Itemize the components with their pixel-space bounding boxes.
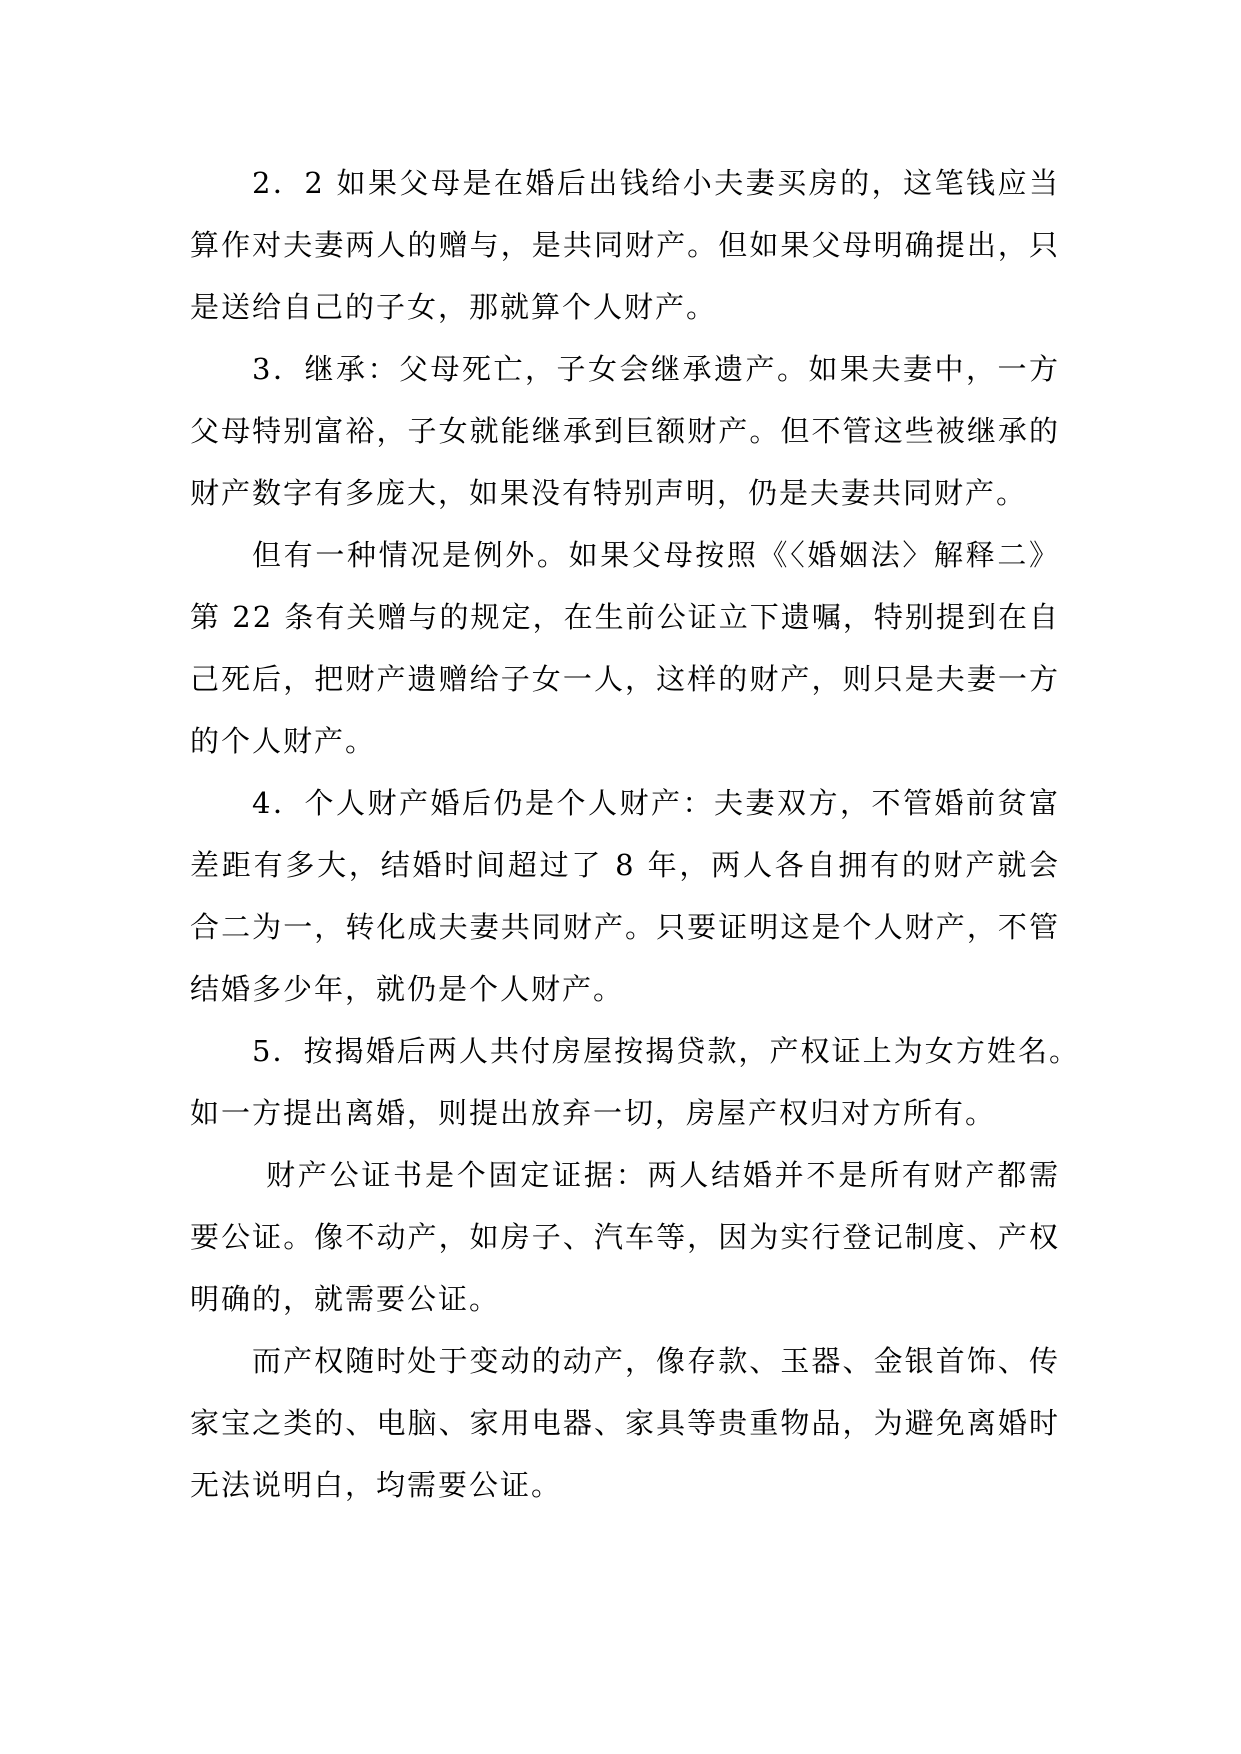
paragraph-parental-purchase-after-marriage: 2．2 如果父母是在婚后出钱给小夫妻买房的，这笔钱应当算作对夫妻两人的赠与，是共同财产。但如果父母明确提出，只是送给自己的子女，那就算个人财产。 — [190, 166, 1060, 324]
paragraph-inheritance: 3．继承：父母死亡，子女会继承遗产。如果夫妻中，一方父母特别富裕，子女就能继承到巨额财产。但不管这些被继承的财产数字有多庞大，如果没有特别声明，仍是夫妻共同财产。 — [190, 352, 1060, 510]
document-body — [190, 152, 1080, 1516]
paragraph-personal-property: 4．个人财产婚后仍是个人财产：夫妻双方，不管婚前贫富差距有多大，结婚时间超过了 8 年，两人各自拥有的财产就会合二为一，转化成夫妻共同财产。只要证明这是个人财产，不管结婚多少年，就仍是个人财产。 — [190, 786, 1060, 1006]
paragraph-notarization-evidence: 财产公证书是个固定证据：两人结婚并不是所有财产都需要公证。像不动产，如房子、汽车等，因为实行登记制度、产权明确的，就需要公证。 — [190, 1158, 1060, 1316]
paragraph-inheritance-exception: 但有一种情况是例外。如果父母按照《〈婚姻法〉解释二》第 22 条有关赠与的规定，在生前公证立下遗嘱，特别提到在自己死后，把财产遗赠给子女一人，这样的财产，则只是夫妻一方的个人财产。 — [190, 538, 1060, 758]
paragraph-movable-property: 而产权随时处于变动的动产，像存款、玉器、金银首饰、传家宝之类的、电脑、家用电器、家具等贵重物品，为避免离婚时无法说明白，均需要公证。 — [190, 1344, 1060, 1502]
paragraph-mortgage: 5．按揭婚后两人共付房屋按揭贷款，产权证上为女方姓名。如一方提出离婚，则提出放弃一切，房屋产权归对方所有。 — [190, 1034, 1080, 1130]
